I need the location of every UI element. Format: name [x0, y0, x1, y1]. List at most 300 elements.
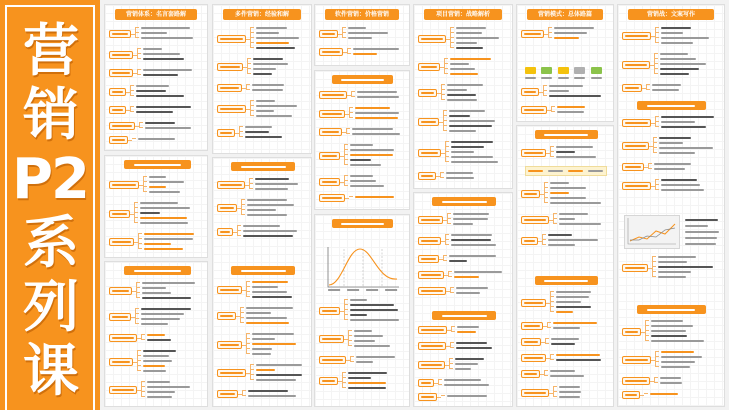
node-label [622, 119, 651, 127]
connector [344, 185, 348, 186]
text-line [453, 223, 473, 225]
connector [645, 325, 649, 326]
node-label [109, 210, 130, 218]
connector [136, 297, 140, 298]
text-line [348, 37, 372, 39]
connector [348, 340, 352, 341]
node-label [109, 287, 132, 295]
panel-subtitle [637, 305, 706, 314]
text-line [659, 137, 691, 139]
connector [135, 27, 139, 28]
connector [655, 189, 659, 190]
text-line [253, 68, 276, 70]
text-line [450, 63, 469, 65]
connector [652, 271, 656, 272]
connector [132, 138, 136, 139]
node-label-text [421, 364, 442, 366]
connector [553, 218, 557, 219]
node-label-text [220, 87, 239, 89]
text-line [140, 202, 178, 204]
connector [654, 73, 658, 74]
text-line [553, 322, 597, 324]
text-line [247, 204, 294, 206]
connector [239, 136, 243, 137]
text-line [149, 186, 166, 188]
node-label [109, 358, 133, 366]
connector [652, 266, 656, 267]
text-line [136, 85, 169, 87]
connector [450, 47, 454, 48]
connector [550, 306, 554, 307]
connector [246, 348, 250, 349]
connector [445, 239, 449, 240]
text-line [348, 382, 386, 384]
connector [135, 318, 139, 319]
node-label [521, 216, 549, 224]
connector [344, 149, 348, 150]
text-line [140, 212, 160, 214]
node-label [418, 393, 437, 401]
connector [240, 322, 244, 323]
node-label [622, 391, 640, 399]
mindmap-panel [314, 4, 410, 66]
connector [246, 281, 247, 297]
node-label [521, 30, 544, 38]
connector [342, 382, 346, 383]
panel-title: 项目营销：战略解析 [424, 9, 502, 20]
text-line [652, 84, 681, 86]
connector [348, 330, 349, 346]
node-label [319, 178, 340, 186]
connector [137, 74, 141, 75]
connector [246, 353, 250, 354]
text-line [550, 375, 584, 377]
text-line [149, 191, 180, 193]
text-line [658, 261, 687, 263]
connector [550, 359, 554, 360]
text-line [658, 256, 696, 258]
text-line [450, 58, 491, 60]
text-line [136, 111, 173, 113]
text-line [356, 356, 395, 358]
node-label-text [421, 175, 433, 177]
text-line [247, 199, 287, 201]
panel-subtitle [231, 266, 295, 275]
text-line [136, 106, 191, 108]
connector [141, 391, 145, 392]
node-label-text [322, 338, 341, 340]
node-label [418, 361, 445, 369]
summary-cell-text [528, 170, 543, 172]
connector [645, 335, 649, 336]
node-label-text [220, 66, 240, 68]
text-line [447, 395, 487, 397]
connector [241, 209, 245, 210]
connector [655, 179, 659, 180]
text-line [660, 382, 682, 384]
connector [445, 234, 449, 235]
text-line [256, 37, 299, 39]
panel-subtitle-text [241, 270, 286, 272]
text-line [243, 235, 293, 237]
node-label-text [524, 219, 546, 221]
connector [241, 199, 245, 200]
panel-subtitle [124, 266, 191, 275]
connector [655, 361, 659, 362]
connector [438, 384, 442, 385]
connector [553, 391, 557, 392]
connector [344, 180, 348, 181]
text-line [348, 32, 388, 34]
node-label-text [524, 109, 544, 111]
stage-marker-caption [574, 77, 585, 79]
text-line [247, 214, 287, 216]
title-char: 课 [23, 339, 77, 404]
trend-chart-box [624, 215, 680, 249]
node-label-text [112, 241, 131, 243]
connector [250, 47, 254, 48]
node-label [418, 237, 441, 245]
connector [543, 95, 547, 96]
connector [141, 386, 145, 387]
text-line [559, 223, 601, 225]
text-line [256, 42, 289, 44]
connector [247, 73, 251, 74]
panel-subtitle [535, 276, 598, 285]
text-line [247, 209, 276, 211]
text-line [355, 107, 390, 109]
node-label-text [625, 331, 638, 333]
text-line [658, 271, 691, 273]
text-line [143, 355, 169, 357]
summary-strip [525, 166, 607, 176]
connector [438, 379, 442, 380]
connector [250, 364, 254, 365]
connector [141, 334, 145, 335]
connector [240, 307, 241, 323]
node-label-text [625, 394, 637, 396]
text-line [147, 381, 170, 383]
text-line [554, 32, 587, 34]
text-line [548, 234, 572, 236]
connector [443, 125, 447, 126]
connector [138, 243, 142, 244]
connector [553, 386, 557, 387]
text-line [556, 151, 575, 153]
panel-subtitle [535, 130, 598, 139]
text-line [246, 317, 287, 319]
text-line [446, 172, 473, 174]
text-line [356, 361, 373, 363]
connector [130, 85, 134, 86]
connector [655, 27, 659, 28]
connector [135, 308, 136, 324]
node-label-text [625, 267, 645, 269]
node-label-text [112, 316, 128, 318]
node-label-text [220, 207, 234, 209]
node-label-text [322, 155, 337, 157]
connector [645, 340, 649, 341]
text-line [550, 187, 586, 189]
connector [347, 53, 351, 54]
connector [654, 53, 658, 54]
connector [135, 313, 139, 314]
connector [237, 230, 241, 231]
connector [544, 370, 548, 371]
node-label [319, 152, 340, 160]
node-label-text [421, 121, 436, 123]
node-label [418, 326, 447, 334]
text-line [256, 374, 302, 376]
connector [247, 58, 248, 74]
connector [652, 256, 656, 257]
text-line [661, 351, 694, 353]
title-char: 列 [23, 275, 77, 340]
connector [445, 151, 449, 152]
node-label [217, 286, 242, 294]
text-line [661, 32, 683, 34]
text-line [252, 281, 288, 283]
text-line [661, 126, 706, 128]
connector [655, 366, 659, 367]
text-line [456, 32, 482, 34]
connector [444, 73, 448, 74]
connector [653, 142, 657, 143]
connector [447, 213, 451, 214]
node-label-text [112, 361, 130, 363]
connector [655, 37, 659, 38]
text-line [141, 318, 180, 320]
node-label-text [625, 35, 648, 37]
text-line [248, 395, 296, 397]
node-label [521, 190, 540, 198]
connector [346, 128, 350, 129]
text-line [456, 287, 488, 289]
connector [344, 154, 348, 155]
connector [237, 225, 241, 226]
connector [655, 27, 656, 43]
text-line [246, 322, 289, 324]
connector [443, 255, 447, 256]
text-line [449, 125, 492, 127]
text-line [142, 292, 171, 294]
node-label [418, 271, 444, 279]
connector [247, 63, 251, 64]
text-line [253, 58, 283, 60]
text-line [549, 85, 583, 87]
connector [445, 161, 449, 162]
text-line [685, 231, 719, 233]
panel-title: 营销战：文案写作 [628, 9, 714, 20]
connector [344, 144, 348, 145]
panel-subtitle-text [442, 201, 487, 203]
connector [655, 351, 656, 367]
text-line [654, 163, 691, 165]
text-line [556, 291, 591, 293]
connector [138, 233, 142, 234]
text-line [455, 368, 471, 370]
connector [137, 69, 141, 70]
connector [344, 314, 348, 315]
text-line [140, 222, 188, 224]
connector [447, 218, 451, 219]
text-line [660, 53, 688, 55]
connector [250, 105, 254, 106]
connector [247, 58, 251, 59]
text-line [149, 176, 166, 178]
connector [553, 213, 557, 214]
connector [640, 395, 644, 396]
panel-subtitle-text [341, 223, 384, 225]
text-line [350, 154, 393, 156]
text-line [252, 353, 271, 355]
text-line [660, 63, 706, 65]
node-label-text [220, 108, 243, 110]
node-label [521, 299, 546, 307]
connector [137, 48, 141, 49]
text-line [350, 180, 376, 182]
text-line [142, 282, 195, 284]
connector [654, 68, 658, 69]
connector [250, 110, 254, 111]
text-line [456, 47, 483, 49]
connector [655, 121, 659, 122]
connector [134, 222, 138, 223]
connector [445, 146, 449, 147]
trend-line [630, 224, 675, 241]
node-label [622, 182, 651, 190]
connector [342, 372, 343, 388]
node-label-text [625, 166, 641, 168]
connector [246, 84, 250, 85]
connector [128, 140, 132, 141]
connector [653, 137, 657, 138]
connector [342, 387, 346, 388]
connector [547, 327, 551, 328]
node-label [418, 63, 440, 71]
text-line [144, 238, 193, 240]
connector [250, 369, 254, 370]
connector [246, 296, 250, 297]
mindmap-panel [212, 4, 312, 154]
text-line [350, 159, 371, 161]
text-line [451, 161, 498, 163]
node-label [521, 370, 540, 378]
text-line [252, 343, 296, 345]
connector [143, 191, 147, 192]
text-line [456, 27, 486, 29]
node-label [109, 51, 133, 59]
connector [655, 184, 659, 185]
curve-stage-label [385, 289, 397, 291]
node-label-text [220, 231, 230, 233]
connector [239, 131, 243, 132]
text-line [652, 89, 679, 91]
text-line [143, 48, 162, 50]
connector [450, 27, 454, 28]
text-line [256, 364, 302, 366]
text-line [551, 343, 575, 345]
node-label [319, 377, 338, 385]
text-line [140, 217, 187, 219]
text-line [449, 255, 496, 257]
node-label-text [112, 337, 134, 339]
text-line [456, 292, 480, 294]
text-line [256, 369, 275, 371]
connector [654, 63, 658, 64]
connector [551, 111, 555, 112]
connector [250, 32, 254, 33]
connector [544, 375, 548, 376]
connector [445, 141, 449, 142]
text-line [246, 307, 293, 309]
connector [450, 342, 454, 343]
text-line [456, 42, 477, 44]
connector [237, 235, 241, 236]
connector [344, 159, 348, 160]
node-label-text [112, 290, 129, 292]
text-line [256, 110, 274, 112]
text-line [559, 218, 575, 220]
text-line [658, 266, 713, 268]
node-label [109, 136, 128, 144]
text-line [350, 164, 381, 166]
connector [449, 358, 453, 359]
text-line [449, 115, 470, 117]
node-label-text [421, 219, 440, 221]
connector [550, 311, 554, 312]
text-line [559, 391, 581, 393]
connector [344, 175, 348, 176]
curve-stage-label [328, 289, 340, 291]
connector [350, 361, 354, 362]
stage-marker-caption [525, 77, 536, 79]
connector [444, 63, 448, 64]
connector [344, 309, 348, 310]
connector [143, 181, 147, 182]
stage-marker-caption [541, 77, 552, 79]
connector [347, 48, 351, 49]
node-label-text [112, 91, 123, 93]
connector [543, 90, 547, 91]
text-line [252, 286, 278, 288]
text-line [252, 338, 275, 340]
connector [345, 198, 349, 199]
panel-subtitle-text [341, 79, 384, 81]
text-line [550, 197, 586, 199]
connector [545, 338, 549, 339]
node-label-text [112, 389, 134, 391]
connector [444, 68, 448, 69]
text-line [348, 27, 366, 29]
lifecycle-curve-diagram [325, 245, 401, 293]
connector [441, 395, 445, 396]
text-line [661, 27, 691, 29]
connector [437, 397, 441, 398]
connector [450, 287, 454, 288]
node-label-text [220, 344, 239, 346]
text-line [550, 202, 601, 204]
connector [246, 343, 250, 344]
text-line [556, 354, 600, 356]
connector [443, 120, 447, 121]
connector [544, 192, 548, 193]
connector [648, 168, 652, 169]
text-line [256, 115, 292, 117]
text-line [248, 390, 288, 392]
connector [344, 299, 348, 300]
text-line [549, 90, 569, 92]
